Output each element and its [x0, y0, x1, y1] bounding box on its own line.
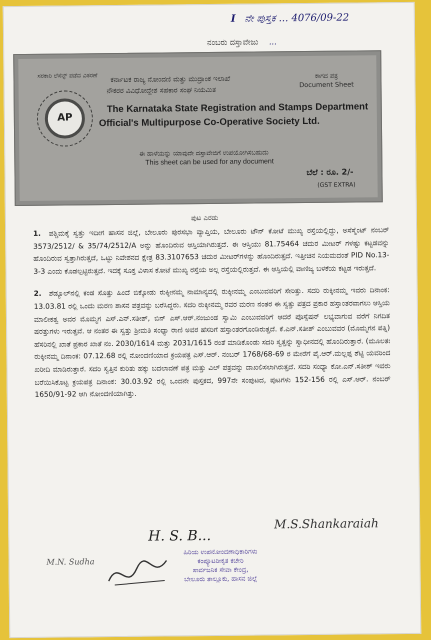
banner-title-line2: Official's Multipurpose Co-Operative Society Ltd. — [98, 115, 320, 130]
banner-kannada-line1: ಕರ್ನಾಟಕ ರಾಜ್ಯ ನೋಂದಣಿ ಮತ್ತು ಮುದ್ರಾಂಕ ಇಲಾಖೆ — [110, 74, 231, 85]
stamp-line1: ಹಿರಿಯ ಉಪನೋಂದಣಾಧಿಕಾರಿಗಳು — [183, 547, 258, 557]
registrar-stamp — [104, 528, 285, 607]
handwritten-book-text: ನೇ ಪುಸ್ತಕ ... 4076/09-22 — [244, 12, 350, 25]
banner-label-left: ಸರಕಾರಿ ಲೆಸೆನ್ಸ್ ಪಡೆದ ವಿತರಣೆ — [37, 72, 98, 80]
signature-right-text: M.S.Shankaraiah — [274, 516, 379, 532]
stamp-signature: H. S. B... — [148, 528, 212, 545]
sheet-price: ಬೆಲೆ : ರೂ. 2/- — [306, 167, 354, 178]
paragraph-2-text: ಶೆಡ್ಯೂಲ್‌ನಲ್ಲಿ ಕಂಡ ಸೊತ್ತು ಹಿಂದೆ ಬಿಕ್ಕೋಡು ರುಕ್ಕೀನಮ್ಮ ನಾಮಾನ್ಯದಲ್ಲಿ ರುಕ್ಕೀನಮ್ಮ ಎಂಬುವವರಿಗೆ ಸೇರಿತ್ತು. ಸದರಿ ರುಕ್ಕೀನಮ್ಮ ಇವರು ದಿನಾಂಕ: 13.03.81 ರಲ್ಲಿ ಒಂದು ಮರಣ ಶಾಸನ ಪತ್ರವನ್ನು ಬರೆಸಿದ್ದರು. ಸದರಿ ರುಕ್ಕೀನಮ್ಮ ರವರ ಮರಣ ನಂತರ ಈ ಸ್ವತ್ತು ಪತ್ರದ ಪ್ರಕಾರ ಹಸ್ತಾಂತರವಾಗಲು ಆಸ್ತಿಯ ಮಾಲೀಕತ್ವ ಅವರ ಮೊಮ್ಮಗ ಎಸ್.ಎನ್.ಸತೀಶ್, ಬಿನ್ ಎಸ್.ಆರ್.ನಂಜುಂಡ ಸ್ವಾಮಿ ಎಂಬುವವರಿಗೆ ಆದರೆ ಪೊಸ್ಸೆಷನ್ ಲಭ್ಯವಾಗುವ ವರೆಗೆ ನಿಗದಿತ ಷರತ್ತುಗಳು ಇರುತ್ತವೆ. ಆ ನಂತರ ಈ ಸ್ವತ್ತು ಶ್ರೀಮತಿ ಸಂಧ್ಯಾ ರಾಣಿ ಅವರ ಹೆಸರಿಗೆ ಹಸ್ತಾಂತರಗೊಂಡಿರುತ್ತದೆ. ಕೆ.ಎನ್.ಸತೀಶ್ ಎಂಬುವವರ (ಮೊಮ್ಮಗನ ಪತ್ನಿ) ಹೆಸರಿನಲ್ಲಿ ಖಾತೆ ಪ್ರಕಾರ ಖಾತೆ ನಂ. 2030/1614 ಮತ್ತು 2031/1615 ರಂತೆ ಮಾಡಿಕೊಂಡು ಸದರಿ ಸ್ವತ್ತನ್ನು ಸ್ವಾಧೀನದಲ್ಲಿ ಹೊಂದಿರುತ್ತಾರೆ. (ಮೂಲತಃ ರುಕ್ಕೀನಮ್ಮ ದಿನಾಂಕ: 07.12.68 ರಲ್ಲಿ ನೋಂದಣಿಯಾದ ಕ್ರಯಪತ್ರ ಎಸ್.ಆರ್. ನಂಬರ್ 1768/68-69 ರ ಮೇರೆಗೆ ಪೈ.ಆರ್.ಮಲ್ಲಪ್ಪ ಶೆಟ್ಟಿ ಯವರಿಂದ ಖರೀದಿ ಮಾಡಿರುತ್ತಾರೆ. ಸದರಿ ಸ್ವತ್ತಿನ ಕುರಿತು ಹಕ್ಕು ಬದಲಾವಣೆ ಪತ್ರ ಮತ್ತು ವಿಲ್ ಪತ್ರವನ್ನು ದಾಖಲಿಸಲಾಗಿರುತ್ತದೆ. ಸದರಿ ಸಂಧ್ಯಾ ಕೋ.ಎನ್.ಸತೀಶ್ ಇವರು ಬರೆಯಿಸಿಕೊಟ್ಟ ಕ್ರಯಪತ್ರ ದಿನಾಂಕ: 30.03.92 ರಲ್ಲಿ ಒಂದನೇ ಪುಸ್ತಕದ, 997ನೇ ಸಂಪುಟದ, ಪುಟಗಳು 152-156 ರಲ್ಲಿ ಎಸ್.ಆರ್. ನಂಬರ್ 1650/91-92 ಆಗಿ ನೋಂದಣಿಯಾಗಿತ್ತು. — [33, 285, 391, 399]
society-seal-icon: AP — [45, 98, 85, 138]
stamp-line3: ಸಾರ್ವಜನಿಕ ಸೇವಾ ಕೇಂದ್ರ, — [192, 565, 249, 575]
paragraph-2-number: 2. — [33, 289, 42, 299]
document-number — [207, 37, 277, 48]
banner-label-right: ಕಾಗದ ಪತ್ರ Document Sheet — [299, 71, 354, 90]
stamp-lines — [160, 547, 280, 584]
stamp-paper-banner — [13, 50, 383, 206]
paragraph-1-number: 1. — [33, 228, 41, 238]
paragraph-2 — [34, 285, 391, 402]
banner-any-document: This sheet can be used for any document — [145, 158, 274, 167]
stamp-line2: ಕಂಪ್ಯೂಟರೀಕೃತ ಕಚೇರಿ — [197, 556, 244, 566]
page-number: ಪುಟ ಎರಡು — [190, 213, 219, 223]
banner-kannada-line3: ಈ ಹಾಳೆಯನ್ನು ಯಾವುದೇ ದಸ್ತಾವೇಜಿಗೆ ಉಪಯೋಗಿಸಬಹುದು — [139, 148, 269, 158]
document-body — [33, 224, 391, 411]
document-number-handwritten: ... — [268, 37, 277, 47]
banner-kannada-line2: ನೌಕರರ ವಿವಿಧೋದ್ದೇಶ ಸಹಕಾರ ಸಂಘ ನಿಯಮಿತ — [106, 85, 216, 96]
document-sheet — [3, 2, 422, 638]
stamp-line4: ಬೇಲೂರು ತಾಲ್ಲೂಕು, ಹಾಸನ ಜಿಲ್ಲೆ — [184, 574, 258, 584]
book-roman-numeral: I — [230, 13, 236, 25]
paragraph-1 — [33, 224, 390, 278]
gst-note: (GST EXTRA) — [317, 181, 356, 189]
handwritten-reference — [231, 12, 411, 25]
paragraph-1-text: ಪಶ್ಚಿಮಕ್ಕೆ ಸ್ವತ್ತು ಇದೀಗ ಹಾಸನ ಜಿಲ್ಲೆ, ಬೇಲೂರು ಪುರಸಭಾ ವ್ಯಾಪ್ತಿಯ, ಬೇಲೂರು ಟೌನ್ ಕೋಟೆ ಮುಖ್ಯ ರಸ್ತೆಯಲ್ಲಿದ್ದು, ಅಸೆಸ್ಮೆಂಟ್ ನಂಬರ್ 3573/2512/ & 35/74/2512/A ಅನ್ನು ಹೊಂದಿರುವ ಆಸ್ತಿಯಾಗಿರುತ್ತದೆ. ಈ ಆಸ್ತಿಯು 81.75464 ಚದುರ ಮೀಟರ್ ಗಳಷ್ಟು ಕಟ್ಟಡವನ್ನು ಹೊಂದಿರುವ ಸ್ವತ್ತಾಗಿರುತ್ತದೆ, ಒಟ್ಟು ನಿವೇಶನದ ಕ್ಷೇತ್ರ 83.3107653 ಚದುರ ಮೀಟರ್‌ಗಳನ್ನು ಹೊಂದಿರುತ್ತದೆ. ಇತ್ತೀಚಿನ ನಿಯಮದಂತೆ PID No.13-3-3 ಎಂದು ಕೊಡಲ್ಪಟ್ಟಿರುತ್ತದೆ. ಇದಕ್ಕೆ ಸೂಕ್ತ ವಿಳಾಸ ಕೋಟೆ ಮುಖ್ಯ ರಸ್ತೆಯ ಅಲ್ಲ ರಸ್ತೆಯಲ್ಲಿರುತ್ತದೆ. ಈ ಆಸ್ತಿಯಲ್ಲಿ ವಾಣಿಜ್ಯ ಬಳಕೆಯ ಕಟ್ಟಡ ಇರುತ್ತದೆ. — [33, 225, 390, 276]
document-number-label: ನಂಬರು ದಸ್ತಾವೇಜು — [207, 37, 259, 48]
signature-right — [274, 516, 379, 531]
signature-left: M.N. Sudha — [46, 557, 95, 567]
banner-title-line1: The Karnataka State Registration and Stamps Department — [106, 101, 369, 116]
